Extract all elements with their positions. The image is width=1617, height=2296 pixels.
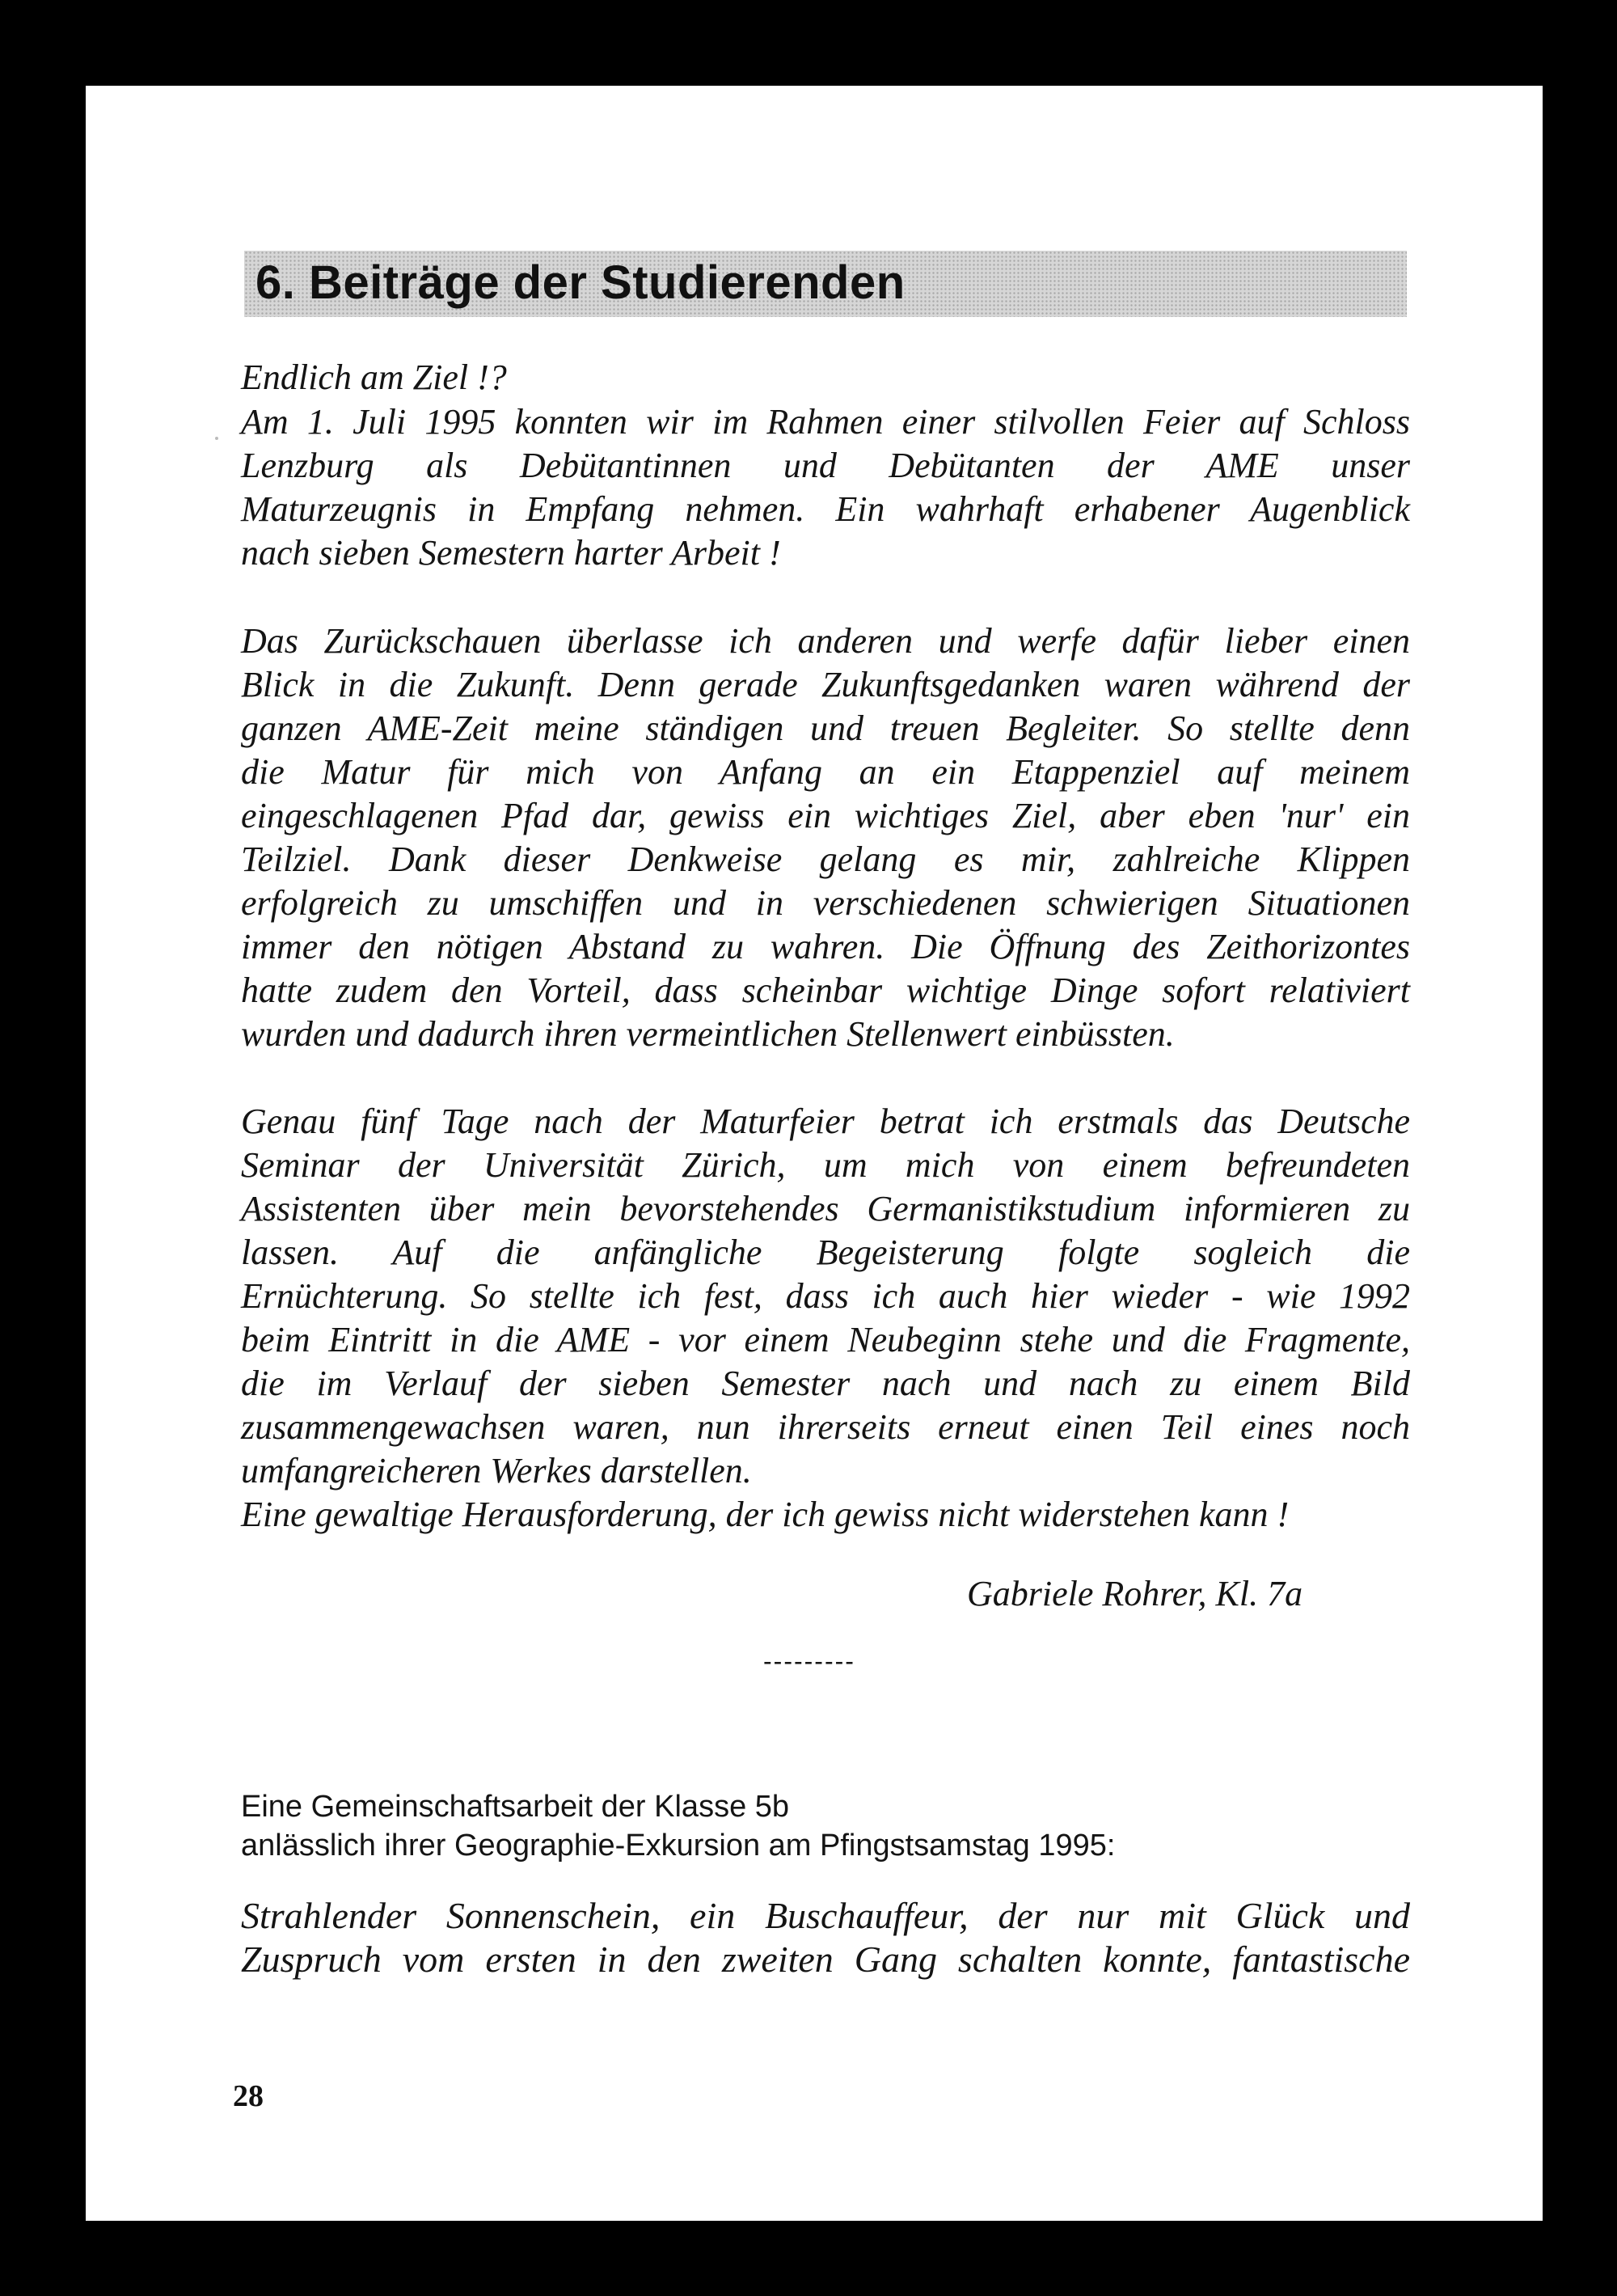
paragraph-line: Lenzburg als Debütantinnen und Debütanten der AME unser	[241, 446, 1410, 485]
paragraph-line: Assistenten über mein bevorstehendes Germanistikstudium informieren zu	[241, 1189, 1410, 1228]
section-heading-bar	[244, 251, 1407, 317]
paragraph-line: Am 1. Juli 1995 konnten wir im Rahmen einer stilvollen Feier auf Schloss	[241, 402, 1410, 442]
paragraph-line: Seminar der Universität Zürich, um mich von einem befreundeten	[241, 1145, 1410, 1185]
page-number: 28	[233, 2079, 264, 2113]
paragraph-line: Zuspruch vom ersten in den zweiten Gang schalten konnte, fantastische	[241, 1939, 1410, 1980]
paragraph-line: eingeschlagenen Pfad dar, gewiss ein wichtiges Ziel, aber eben 'nur' ein	[241, 796, 1410, 835]
paragraph-line: beim Eintritt in die AME - vor einem Neubeginn stehe und die Fragmente,	[241, 1320, 1410, 1359]
paragraph-line: Genau fünf Tage nach der Maturfeier betrat ich erstmals das Deutsche	[241, 1101, 1410, 1141]
scan-speck	[215, 437, 218, 440]
paragraph-line: wurden und dadurch ihren vermeintlichen Stellenwert einbüssten.	[241, 1014, 1175, 1054]
paragraph-line: nach sieben Semestern harter Arbeit !	[241, 533, 781, 573]
paragraph-line: zusammengewachsen waren, nun ihrerseits erneut einen Teil eines noch	[241, 1407, 1410, 1447]
paragraph-line: ganzen AME-Zeit meine ständigen und treuen Begleiter. So stellte denn	[241, 708, 1410, 748]
paragraph-line: hatte zudem den Vorteil, dass scheinbar wichtige Dinge sofort relativiert	[241, 970, 1410, 1010]
paragraph-line: die Matur für mich von Anfang an ein Etappenziel auf meinem	[241, 752, 1410, 792]
article-intro-line: anlässlich ihrer Geographie-Exkursion am Pfingstsamstag 1995:	[241, 1829, 1116, 1863]
paragraph-line: Eine gewaltige Herausforderung, der ich gewiss nicht widerstehen kann !	[241, 1495, 1290, 1534]
paragraph-line: immer den nötigen Abstand zu wahren. Die Öffnung des Zeithorizontes	[241, 927, 1410, 966]
paragraph-line: Das Zurückschauen überlasse ich anderen und werfe dafür lieber einen	[241, 621, 1410, 661]
section-separator: ---------	[763, 1647, 855, 1676]
paragraph-line: Maturzeugnis in Empfang nehmen. Ein wahrhaft erhabener Augenblick	[241, 489, 1410, 529]
paragraph-line: Teilziel. Dank dieser Denkweise gelang es mir, zahlreiche Klippen	[241, 839, 1410, 879]
document-page	[86, 86, 1543, 2221]
author-signature: Gabriele Rohrer, Kl. 7a	[967, 1574, 1303, 1613]
paragraph-line: Ernüchterung. So stellte ich fest, dass ich auch hier wieder - wie 1992	[241, 1276, 1410, 1316]
section-heading: 6. Beiträge der Studierenden	[255, 256, 906, 309]
paragraph-line: erfolgreich zu umschiffen und in verschiedenen schwierigen Situationen	[241, 883, 1410, 923]
article-title: Endlich am Ziel !?	[241, 357, 507, 397]
paragraph-line: lassen. Auf die anfängliche Begeisterung folgte sogleich die	[241, 1233, 1410, 1272]
paragraph-line: die im Verlauf der sieben Semester nach und nach zu einem Bild	[241, 1364, 1410, 1403]
paragraph-line: Strahlender Sonnenschein, ein Buschauffeur, der nur mit Glück und	[241, 1895, 1410, 1936]
article-intro-line: Eine Gemeinschaftsarbeit der Klasse 5b	[241, 1790, 790, 1824]
paragraph-line: Blick in die Zukunft. Denn gerade Zukunftsgedanken waren während der	[241, 665, 1410, 704]
paragraph-line: umfangreicheren Werkes darstellen.	[241, 1451, 752, 1490]
